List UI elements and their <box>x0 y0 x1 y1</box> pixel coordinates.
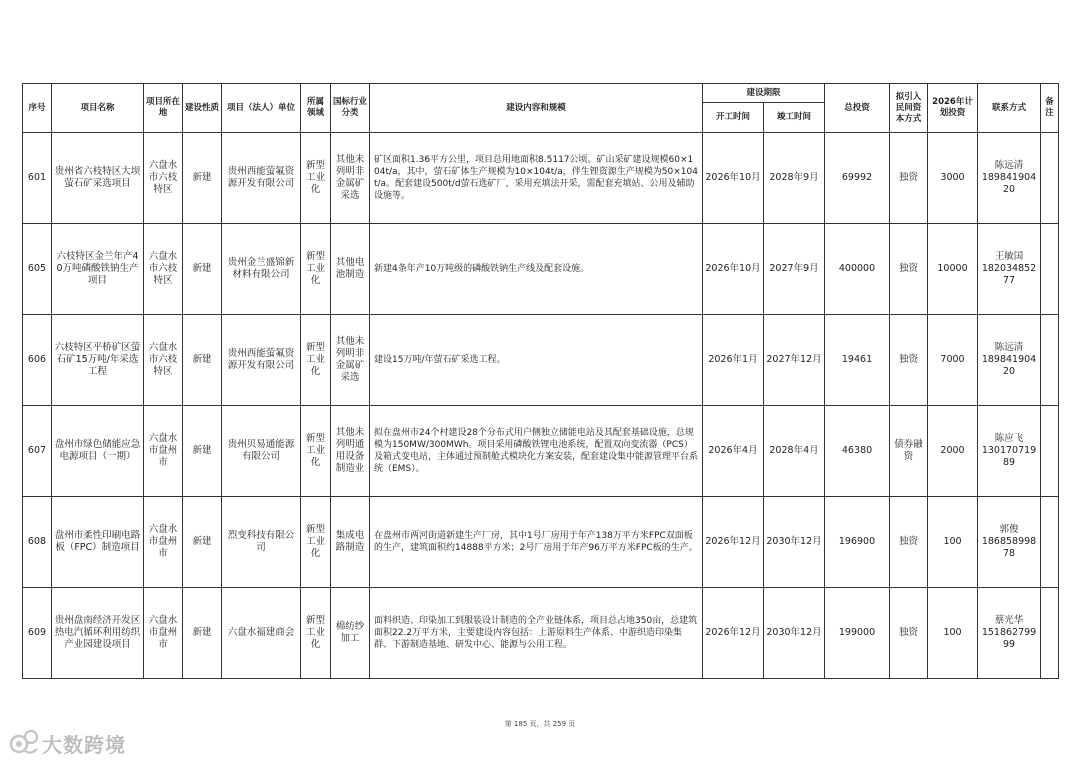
contact-name: 陈远清 <box>994 160 1024 171</box>
header-nature: 建设性质 <box>183 84 222 133</box>
cell-plan: 100 <box>928 588 978 679</box>
header-contact: 联系方式 <box>978 84 1041 133</box>
cell-location: 六盘水市六枝特区 <box>144 224 183 315</box>
cell-capital: 独资 <box>890 315 928 406</box>
cell-content: 建设15万吨/年萤石矿采选工程。 <box>370 315 703 406</box>
cell-note <box>1041 224 1059 315</box>
cell-industry: 其他未列明通用设备制造业 <box>331 406 370 497</box>
table-row <box>23 497 1059 588</box>
cell-domain: 新型工业化 <box>301 315 331 406</box>
cell-owner: 贵州金兰盛锦新材料有限公司 <box>222 224 301 315</box>
cell-seq: 607 <box>23 406 52 497</box>
cell-industry: 棉纺纱加工 <box>331 588 370 679</box>
header-end: 竣工时间 <box>764 103 825 133</box>
header-invest: 总投资 <box>825 84 890 133</box>
header-note: 备注 <box>1041 84 1059 133</box>
cell-start: 2026年12月 <box>703 588 764 679</box>
contact-name: 郭俊 <box>999 524 1019 535</box>
cell-content: 面料织造、印染加工到服装设计制造的全产业链体系，项目总占地350亩，总建筑面积22.2万平方米，主要建设内容包括：上游原料生产体系、中游织造印染集群、下游制造基地、研发中心、能源与公用工程。 <box>370 588 703 679</box>
cell-invest: 199000 <box>825 588 890 679</box>
cell-capital: 独资 <box>890 133 928 224</box>
cell-nature: 新建 <box>183 315 222 406</box>
cell-capital: 独资 <box>890 497 928 588</box>
cell-nature: 新建 <box>183 497 222 588</box>
header-location: 项目所在地 <box>144 84 183 133</box>
contact-name: 王敏国 <box>994 251 1024 262</box>
project-table <box>22 83 1059 679</box>
header-content: 建设内容和规模 <box>370 84 703 133</box>
header-name: 项目名称 <box>52 84 144 133</box>
cell-plan: 7000 <box>928 315 978 406</box>
cell-location: 六盘水市六枝特区 <box>144 133 183 224</box>
cell-name: 六枝特区平桥矿区萤石矿15万吨/年采选工程 <box>52 315 144 406</box>
header-seq: 序号 <box>23 84 52 133</box>
cell-plan: 2000 <box>928 406 978 497</box>
cell-note <box>1041 497 1059 588</box>
table-row <box>23 133 1059 224</box>
header-period: 建设期限 <box>703 84 825 103</box>
cell-start: 2026年10月 <box>703 224 764 315</box>
cell-invest: 19461 <box>825 315 890 406</box>
contact-phone: 15186279999 <box>981 627 1037 650</box>
cell-plan: 10000 <box>928 224 978 315</box>
cell-invest: 196900 <box>825 497 890 588</box>
contact-phone: 18984190420 <box>981 354 1037 377</box>
cell-end: 2027年9月 <box>764 224 825 315</box>
cell-industry: 其他未列明非金属矿采选 <box>331 315 370 406</box>
cell-location: 六盘水市盘州市 <box>144 406 183 497</box>
cell-contact <box>978 224 1041 315</box>
cell-industry: 其他未列明非金属矿采选 <box>331 133 370 224</box>
cell-end: 2028年9月 <box>764 133 825 224</box>
cell-name: 盘州市柔性印刷电路板（FPC）制造项目 <box>52 497 144 588</box>
cell-note <box>1041 588 1059 679</box>
table-row <box>23 315 1059 406</box>
cell-invest: 46380 <box>825 406 890 497</box>
cell-nature: 新建 <box>183 224 222 315</box>
cell-nature: 新建 <box>183 588 222 679</box>
contact-phone: 18203485277 <box>981 263 1037 286</box>
contact-phone: 18685899878 <box>981 536 1037 559</box>
cell-domain: 新型工业化 <box>301 588 331 679</box>
page-number: 第 185 页，共 259 页 <box>504 720 576 728</box>
brand-logo-icon <box>8 727 40 759</box>
cell-domain: 新型工业化 <box>301 497 331 588</box>
cell-contact <box>978 406 1041 497</box>
cell-seq: 608 <box>23 497 52 588</box>
cell-name: 盘州市绿色储能应急电源项目（一期） <box>52 406 144 497</box>
contact-name: 陈远清 <box>994 342 1024 353</box>
cell-name: 贵州盘南经济开发区热电汽循环利用纺织产业园建设项目 <box>52 588 144 679</box>
cell-start: 2026年4月 <box>703 406 764 497</box>
cell-owner: 烈变科技有限公司 <box>222 497 301 588</box>
cell-capital: 独资 <box>890 588 928 679</box>
cell-contact <box>978 133 1041 224</box>
cell-seq: 606 <box>23 315 52 406</box>
header-start: 开工时间 <box>703 103 764 133</box>
cell-content: 在盘州市两河街道新建生产厂房，其中1号厂房用于年产138万平方米FPC双面板的生产，建筑面积约14888平方米；2号厂房用于年产96万平方米FPC板的生产。 <box>370 497 703 588</box>
cell-content: 拟在盘州市24个村建设28个分布式用户侧独立储能电站及其配套基础设施，总规模为150MW/300MWh。项目采用磷酸铁锂电池系统，配置双向变流器（PCS）及箱式变电站，主体通过预制舱式模块化方案安装，配套建设集中能源管理平台系统（EMS）。 <box>370 406 703 497</box>
cell-invest: 69992 <box>825 133 890 224</box>
cell-owner: 贵州贝易通能源有限公司 <box>222 406 301 497</box>
table-body <box>23 133 1059 679</box>
table-row <box>23 224 1059 315</box>
header-owner: 项目（法人）单位 <box>222 84 301 133</box>
cell-contact <box>978 497 1041 588</box>
table-row <box>23 406 1059 497</box>
cell-location: 六盘水市盘州市 <box>144 497 183 588</box>
cell-end: 2028年4月 <box>764 406 825 497</box>
cell-owner: 贵州西能萤氟资源开发有限公司 <box>222 315 301 406</box>
cell-note <box>1041 406 1059 497</box>
cell-invest: 400000 <box>825 224 890 315</box>
cell-nature: 新建 <box>183 406 222 497</box>
header-plan: 2026年计划投资 <box>928 84 978 133</box>
cell-name: 六枝特区金兰年产40万吨磷酸铁钠生产项目 <box>52 224 144 315</box>
cell-industry: 其他电池制造 <box>331 224 370 315</box>
cell-seq: 605 <box>23 224 52 315</box>
cell-note <box>1041 133 1059 224</box>
table-row <box>23 588 1059 679</box>
cell-domain: 新型工业化 <box>301 224 331 315</box>
cell-capital: 债券融资 <box>890 406 928 497</box>
cell-name: 贵州省六枝特区大坝萤石矿采选项目 <box>52 133 144 224</box>
cell-content: 矿区面积1.36平方公里，项目总用地面积8.5117公顷。矿山采矿建设规模60×104t/a，其中，萤石矿体生产规模为10×104t/a，伴生锂资源生产规模为50×104t/a。配套建设500t/d萤石选矿厂，采用充填法开采，需配套充填站、公用及辅助设施等。 <box>370 133 703 224</box>
cell-content: 新建4条年产10万吨级的磷酸铁钠生产线及配套设施。 <box>370 224 703 315</box>
cell-end: 2030年12月 <box>764 588 825 679</box>
cell-plan: 100 <box>928 497 978 588</box>
cell-contact <box>978 315 1041 406</box>
cell-start: 2026年12月 <box>703 497 764 588</box>
cell-location: 六盘水市盘州市 <box>144 588 183 679</box>
cell-industry: 集成电路制造 <box>331 497 370 588</box>
cell-owner: 六盘水福建商会 <box>222 588 301 679</box>
cell-start: 2026年10月 <box>703 133 764 224</box>
contact-phone: 18984190420 <box>981 172 1037 195</box>
cell-seq: 601 <box>23 133 52 224</box>
cell-domain: 新型工业化 <box>301 133 331 224</box>
cell-end: 2027年12月 <box>764 315 825 406</box>
contact-name: 陈应飞 <box>994 433 1024 444</box>
header-domain: 所属领域 <box>301 84 331 133</box>
cell-end: 2030年12月 <box>764 497 825 588</box>
header-capital: 拟引入民间资本方式 <box>890 84 928 133</box>
cell-owner: 贵州西能萤氟资源开发有限公司 <box>222 133 301 224</box>
cell-domain: 新型工业化 <box>301 406 331 497</box>
cell-plan: 3000 <box>928 133 978 224</box>
cell-seq: 609 <box>23 588 52 679</box>
header-industry: 国标行业分类 <box>331 84 370 133</box>
contact-name: 蔡光华 <box>994 615 1024 626</box>
watermark <box>8 727 126 759</box>
cell-note <box>1041 315 1059 406</box>
cell-nature: 新建 <box>183 133 222 224</box>
cell-location: 六盘水市六枝特区 <box>144 315 183 406</box>
contact-phone: 13017071989 <box>981 445 1037 468</box>
cell-capital: 独资 <box>890 224 928 315</box>
watermark-text: 大数跨境 <box>42 732 126 757</box>
cell-contact <box>978 588 1041 679</box>
cell-start: 2026年1月 <box>703 315 764 406</box>
table-header-row <box>23 84 1059 103</box>
